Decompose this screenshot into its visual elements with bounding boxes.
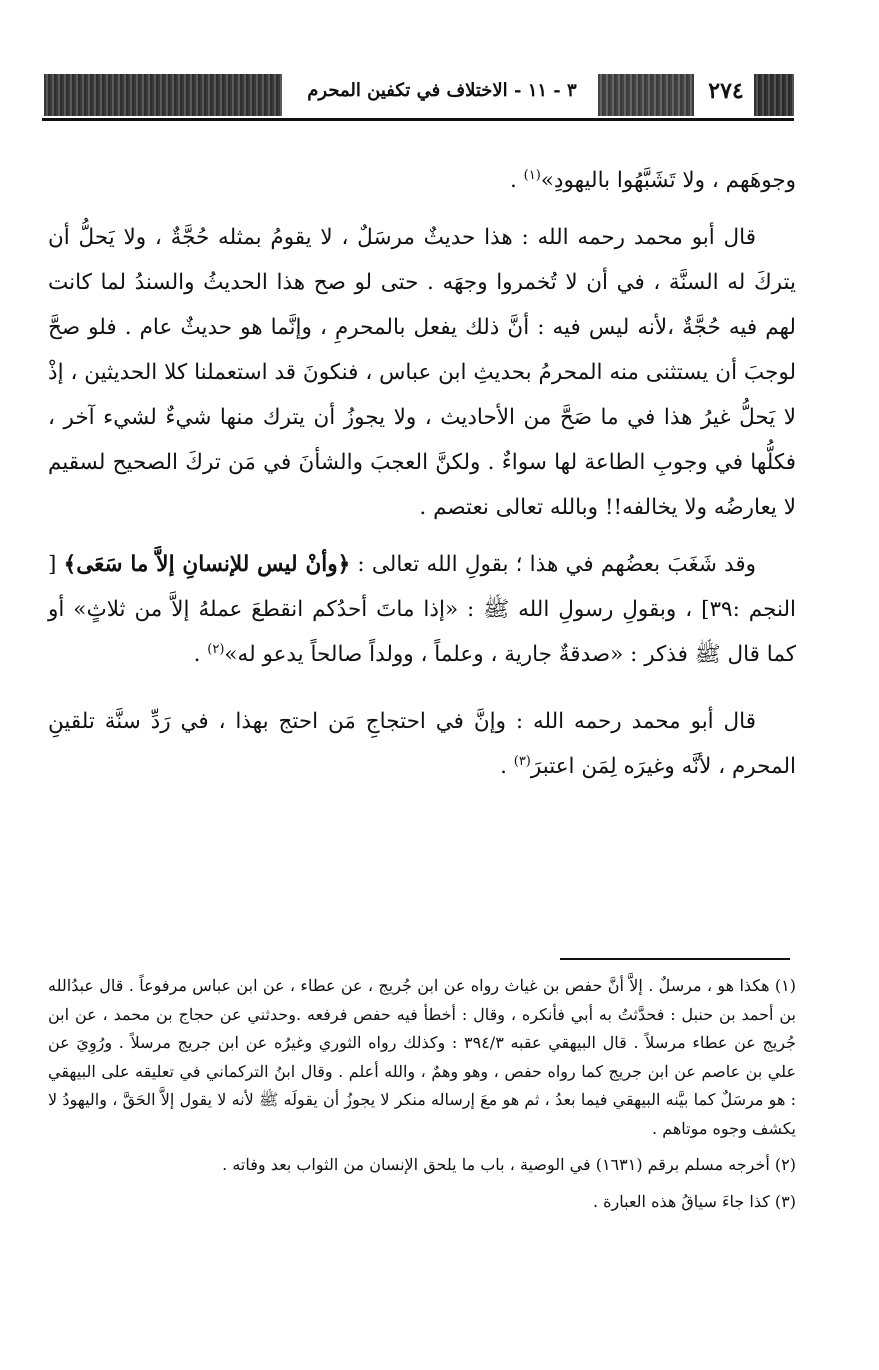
footnote-1: (١) هكذا هو ، مرسلٌ . إلاَّ أنَّ حفص بن غياث رواه عن ابن جُريج ، عن عطاء ، عن ابن عباس مرفوعاً . قال عبدُالله بن أحمد بن حنبل : فحدَّثتُ به أبي فأنكره ، وقال : أخطأ فيه حفص فرفعه .وحدثني عن حجاج بن محمد ، عن ابن جُريج عن عطاء مرسلاً . قال البيهقي عقبه ٣٩٤/٣ : وكذلك رواه الثوري وغيرُه عن ابن جريج مرسلاً . ورُوِيَ عن علي بن عاصم عن ابن جريج كما رواه حفص ، وهو وهمٌ ، والله أعلم . وقال ابنُ التركماني في تعليقه على البيهقي : هو مرسَلٌ كما بيَّنه البيهقي فيما بعدُ ، ثم هو معَ إرساله منكر لا يجوزُ أن يقولَه ﷺ لأنه لا يقول إلاَّ الحَقَّ ، واليهودُ لا يكشف وجوه موتاهم . (48, 976, 797, 1138)
footnote-ref-1: (١) (523, 167, 541, 183)
footnote-3: (٣) كذا جاءَ سياقُ هذه العبارة . (592, 1191, 796, 1211)
footnote-ref-3: (٣) (513, 753, 531, 769)
paragraph-objection: وقد شَغَبَ بعضُهم في هذا ؛ بقولِ الله تعالى : ﴿وأنْ ليس للإنسانِ إلاَّ ما سَعَى﴾ [ النجم :٣٩] ، وبقولِ رسولِ الله ﷺ : «إذا ماتَ أحدُكم انقطعَ عملهُ إلاَّ من ثلاثٍ» أو كما قال ﷺ فذكر : «صدقةٌ جارية ، وعلماً ، وولداً صالحاً يدعو له»$^{(٢)}$ . (48, 552, 796, 667)
chapter-title: ٣ - ١١ - الاختلاف في تكفين المحرم (307, 80, 577, 101)
header-ornament-left (44, 74, 282, 116)
header-rule (42, 118, 794, 121)
paragraph-commentary: قال أبو محمد رحمه الله : هذا حديثٌ مرسَلٌ ، لا يقومُ بمثله حُجَّةٌ ، ولا يَحلُّ أن يتركَ له السنَّة ، في أن لا تُخمروا وجهَه . حتى لو صح هذا الحديثُ والسندُ لما كانت لهم فيه حُجَّةٌ ،لأنه ليس فيه : أنَّ ذلك يفعل بالمحرمِ ، وإنَّما هو حديثٌ عام . فلو صحَّ لوجبَ أن يستثنى منه المحرمُ بحديثِ ابن عباس ، فنكونَ قد استعملنا كلا الحديثين ، إذْ لا يَحلُّ غيرُ هذا في ما صَحَّ من الأحاديث ، ولا يجوزُ أن يترك منها شيءٌ لشيء آخر ، فكلُّها في وجوبِ الطاعة لها سواءٌ . ولكنَّ العجبَ والشأنَ في مَن تركَ الصحيح لسقيم لا يعارضُه ولا يخالفه!! وبالله تعالى نعتصم . (48, 225, 796, 520)
footnote-ref-2: (٢) (207, 641, 225, 657)
page-header (42, 68, 794, 118)
header-ornament-right (754, 74, 794, 116)
main-text (48, 158, 796, 789)
quran-verse: ﴿وأنْ ليس للإنسانِ إلاَّ ما سَعَى﴾ (63, 552, 351, 577)
paragraph-conclusion: قال أبو محمد رحمه الله : وإنَّ في احتجاجِ مَن احتج بهذا ، في رَدِّ سنَّة تلقينِ المحرم ، لأنَّه وغيرَه لِمَن اعتبرَ$^{(٣)}$ . (48, 709, 796, 779)
header-ornament-middle (598, 74, 694, 116)
page-number: ٢٧٤ (708, 78, 744, 104)
paragraph-continuation: وجوهَهم ، ولا تَشَبَّهُوا باليهودِ»$^{(١)}$ . (509, 167, 796, 193)
footnote-separator (560, 958, 790, 960)
footnotes (48, 972, 796, 1216)
footnote-2: (٢) أخرجه مسلم برقم (١٦٣١) في الوصية ، باب ما يلحق الإنسان من الثواب بعد وفاته . (222, 1155, 796, 1174)
